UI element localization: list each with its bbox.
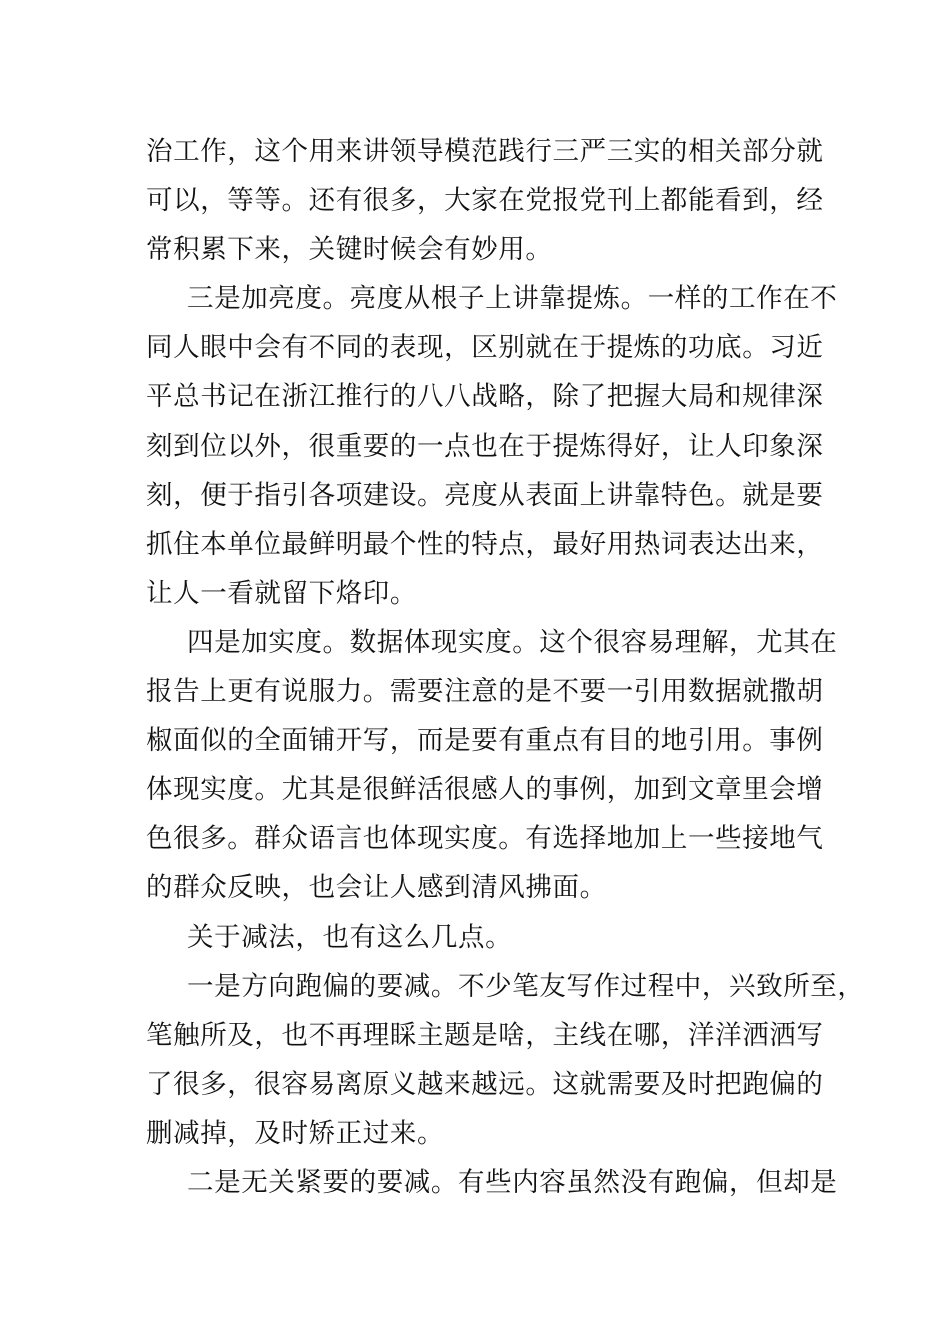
text-line: 可以，等等。还有很多，大家在党报党刊上都能看到，经: [146, 185, 824, 217]
text-line: 让人一看就留下烙印。: [146, 577, 417, 609]
text-line: 抓住本单位最鲜明最个性的特点，最好用热词表达出来，: [146, 528, 824, 560]
body-text: [146, 127, 865, 1207]
text-line: 的群众反映，也会让人感到清风拂面。: [146, 872, 607, 904]
text-line: 了很多，很容易离原义越来越远。这就需要及时把跑偏的: [146, 1068, 824, 1100]
text-line: 治工作，这个用来讲领导模范践行三严三实的相关部分就: [146, 136, 824, 167]
paragraph-first-line: 二是无关紧要的要减。有些内容虽然没有跑偏，但却是: [187, 1166, 838, 1198]
text-line: 体现实度。尤其是很鲜活很感人的事例，加到文章里会增: [146, 774, 824, 806]
text-line: 笔触所及，也不再理睬主题是啥，主线在哪，洋洋洒洒写: [146, 1019, 824, 1051]
text-line: 平总书记在浙江推行的八八战略，除了把握大局和规律深: [146, 381, 824, 413]
paragraph-first-line: 四是加实度。数据体现实度。这个很容易理解，尤其在: [187, 626, 838, 658]
text-line: 常积累下来，关键时候会有妙用。: [146, 234, 553, 266]
text-line: 色很多。群众语言也体现实度。有选择地加上一些接地气: [146, 823, 824, 855]
text-line: 删减掉，及时矫正过来。: [146, 1117, 445, 1149]
text-line: 刻到位以外，很重要的一点也在于提炼得好，让人印象深: [146, 430, 824, 462]
text-line: 椒面似的全面铺开写，而是要有重点有目的地引用。事例: [146, 725, 824, 757]
paragraph-first-line: 关于减法，也有这么几点。: [187, 921, 513, 953]
text-line: 报告上更有说服力。需要注意的是不要一引用数据就撒胡: [146, 676, 824, 708]
text-line: 同人眼中会有不同的表现，区别就在于提炼的功底。习近: [146, 332, 824, 364]
paragraph-first-line: 一是方向跑偏的要减。不少笔友写作过程中，兴致所至，: [187, 970, 865, 1002]
text-line: 刻，便于指引各项建设。亮度从表面上讲靠特色。就是要: [146, 479, 824, 511]
paragraph-first-line: 三是加亮度。亮度从根子上讲靠提炼。一样的工作在不: [187, 283, 838, 315]
